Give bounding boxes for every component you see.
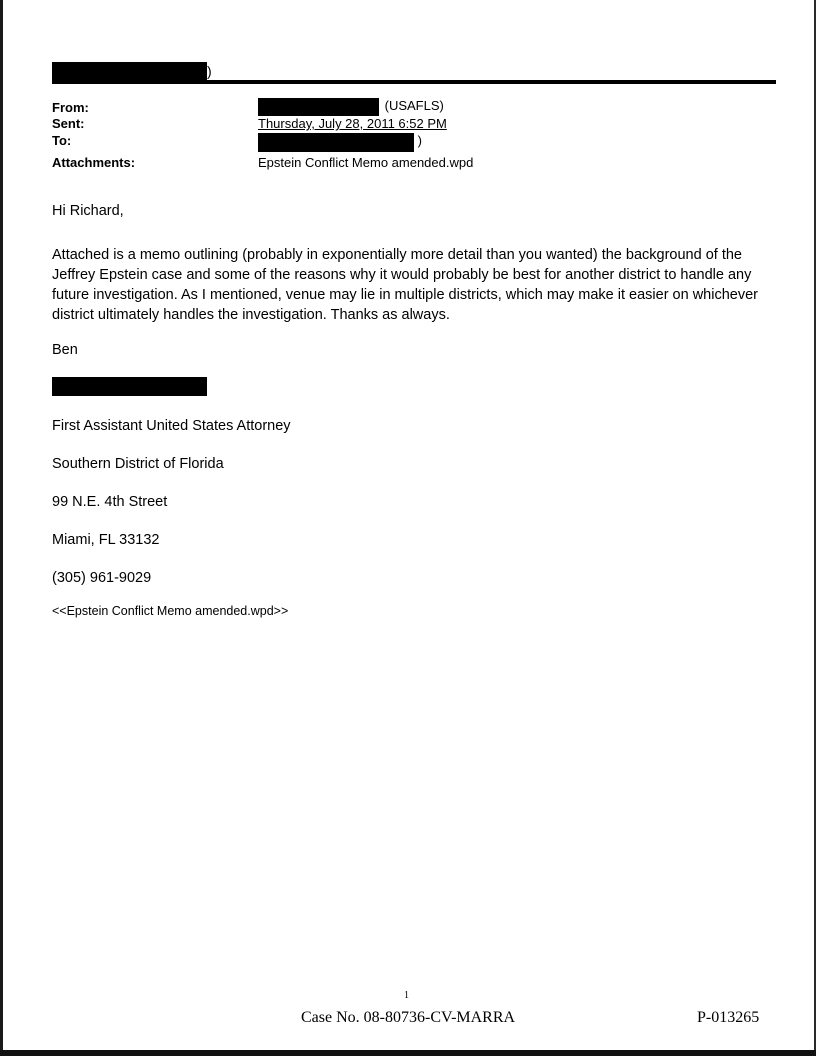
- signature-title: First Assistant United States Attorney: [52, 418, 291, 434]
- header-name-suffix: ): [207, 63, 212, 79]
- case-number: Case No. 08-80736-CV-MARRA: [301, 1009, 516, 1026]
- from-suffix: (USAFLS): [384, 98, 444, 113]
- signature-phone: (305) 961-9029: [52, 570, 152, 586]
- to-suffix: ): [417, 133, 422, 148]
- to-value: [258, 133, 422, 152]
- signature-city: Miami, FL 33132: [52, 532, 160, 548]
- attachments-value: Epstein Conflict Memo amended.wpd: [258, 155, 474, 170]
- from-value: [258, 98, 444, 116]
- attachment-reference: <<Epstein Conflict Memo amended.wpd>>: [52, 604, 289, 618]
- redaction-bar: [258, 98, 379, 116]
- sent-value: Thursday, July 28, 2011 6:52 PM: [258, 116, 447, 131]
- scan-edge-bottom: [0, 1050, 816, 1056]
- signoff: Ben: [52, 342, 78, 358]
- to-label: To:: [52, 133, 72, 148]
- page-number: 1: [404, 990, 409, 1001]
- sent-label: Sent:: [52, 116, 85, 131]
- signature-office: Southern District of Florida: [52, 456, 224, 472]
- signature-street: 99 N.E. 4th Street: [52, 494, 168, 510]
- redaction-bar: [258, 133, 414, 152]
- bates-number: P-013265: [697, 1009, 760, 1026]
- body-paragraph: Attached is a memo outlining (probably in exponentially more detail than you wanted) the background of the Jeffrey Epstein case and some of the reasons why it would probably be best for another district to handle any future investigation. As I mentioned, venue may lie in multiple districts, which may make it easier on whichever district ultimately handles the investigation. Thanks as always.: [52, 247, 758, 323]
- redaction-bar: [52, 377, 207, 396]
- from-label: From:: [52, 100, 89, 115]
- header-rule: [52, 80, 776, 84]
- attachments-label: Attachments:: [52, 155, 136, 170]
- greeting: Hi Richard,: [52, 203, 124, 219]
- scan-edge-left: [0, 0, 3, 1056]
